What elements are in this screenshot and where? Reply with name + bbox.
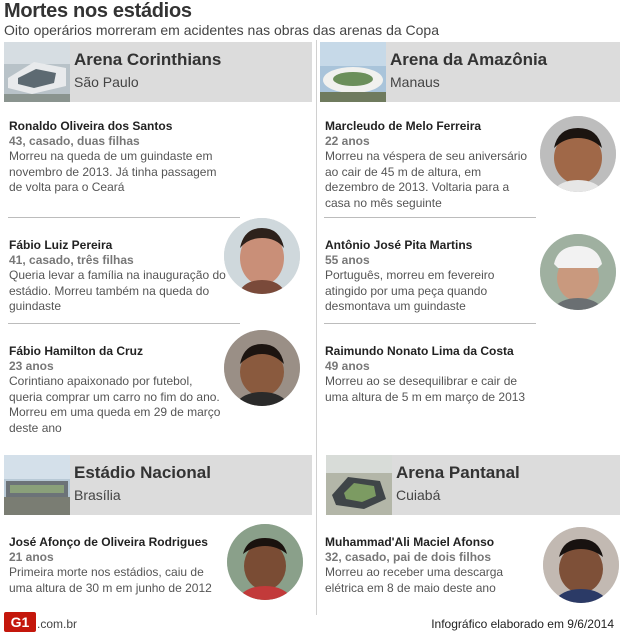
victim-entry [9, 238, 229, 315]
stadium-photo [4, 42, 70, 102]
victim-name: Ronaldo Oliveira dos Santos [9, 119, 173, 133]
stadium-city: Cuiabá [396, 487, 441, 503]
victim-portrait [543, 527, 619, 603]
stadium-name: Estádio Nacional [74, 463, 211, 482]
victim-description: Morreu ao se desequilibrar e cair de uma altura de 5 m em março de 2013 [325, 374, 526, 404]
victim-description: Morreu ao receber uma descarga elétrica em 8 de maio deste ano [325, 565, 504, 595]
victim-name: Fábio Luiz Pereira [9, 238, 113, 252]
column-divider [316, 40, 317, 615]
victim-details: 23 anos [9, 359, 54, 373]
victim-name: Raimundo Nonato Lima da Costa [325, 344, 514, 358]
victim-name: José Afonço de Oliveira Rodrigues [9, 535, 208, 549]
stadium-header-arena-da-amazonia [320, 42, 620, 102]
stadium-header-estadio-nacional [4, 455, 312, 515]
g1-logo [4, 612, 36, 632]
stadium-name: Arena Corinthians [74, 50, 222, 69]
divider [324, 323, 536, 324]
page-subtitle: Oito operários morreram em acidentes nas obras das arenas da Copa [4, 22, 439, 38]
victim-portrait [540, 116, 616, 192]
victim-entry [9, 344, 229, 436]
stadium-city: São Paulo [74, 74, 139, 90]
victim-name: Muhammad'Ali Maciel Afonso [325, 535, 495, 549]
victim-portrait [224, 218, 300, 294]
stadium-city: Manaus [390, 74, 440, 90]
victim-description: Primeira morte nos estádios, caiu de uma altura de 30 m em junho de 2012 [9, 565, 212, 595]
victim-description: Morreu na véspera de seu aniversário ao cair de 45 m de altura, em dezembro de 2013. Voltaria para a casa no mês seguinte [325, 149, 528, 210]
victim-description: Corintiano apaixonado por futebol, queria comprar um carro no fim do ano. Morreu em uma queda em 29 de março deste ano [9, 374, 221, 435]
victim-details: 32, casado, pai de dois filhos [325, 550, 492, 564]
victim-details: 49 anos [325, 359, 370, 373]
victim-details: 22 anos [325, 134, 370, 148]
victim-entry [9, 119, 229, 196]
victim-entry [325, 344, 537, 405]
victim-entry [325, 119, 537, 211]
victim-entry [325, 535, 537, 596]
divider [324, 217, 536, 218]
divider [8, 217, 240, 218]
victim-portrait [224, 330, 300, 406]
stadium-photo [326, 455, 392, 515]
footer-domain: .com.br [37, 617, 78, 631]
victim-details: 41, casado, três filhas [9, 253, 134, 267]
victim-details: 55 anos [325, 253, 370, 267]
stadium-photo [4, 455, 70, 515]
page-title: Mortes nos estádios [4, 0, 192, 22]
divider [8, 323, 240, 324]
victim-description: Português, morreu em fevereiro atingido por uma peça quando desmontava um guindaste [325, 268, 495, 313]
stadium-city: Brasília [74, 487, 121, 503]
stadium-header-arena-corinthians [4, 42, 312, 102]
stadium-header-arena-pantanal [326, 455, 620, 515]
stadium-photo [320, 42, 386, 102]
stadium-name: Arena Pantanal [396, 463, 520, 482]
victim-name: Marcleudo de Melo Ferreira [325, 119, 482, 133]
victim-details: 21 anos [9, 550, 54, 564]
victim-portrait [540, 234, 616, 310]
victim-description: Queria levar a família na inauguração do estádio. Morreu também na queda do guindaste [9, 268, 226, 313]
stadium-name: Arena da Amazônia [390, 50, 548, 69]
victim-description: Morreu na queda de um guindaste em novembro de 2013. Já tinha passagem de volta para o Ceará [9, 149, 217, 194]
victim-name: Antônio José Pita Martins [325, 238, 473, 252]
footer-credit: Infográfico elaborado em 9/6/2014 [431, 617, 614, 631]
victim-entry [325, 238, 537, 315]
victim-name: Fábio Hamilton da Cruz [9, 344, 144, 358]
victim-details: 43, casado, duas filhas [9, 134, 140, 148]
victim-entry [9, 535, 229, 596]
logo-text: G1 [10, 614, 30, 630]
victim-portrait [227, 524, 303, 600]
